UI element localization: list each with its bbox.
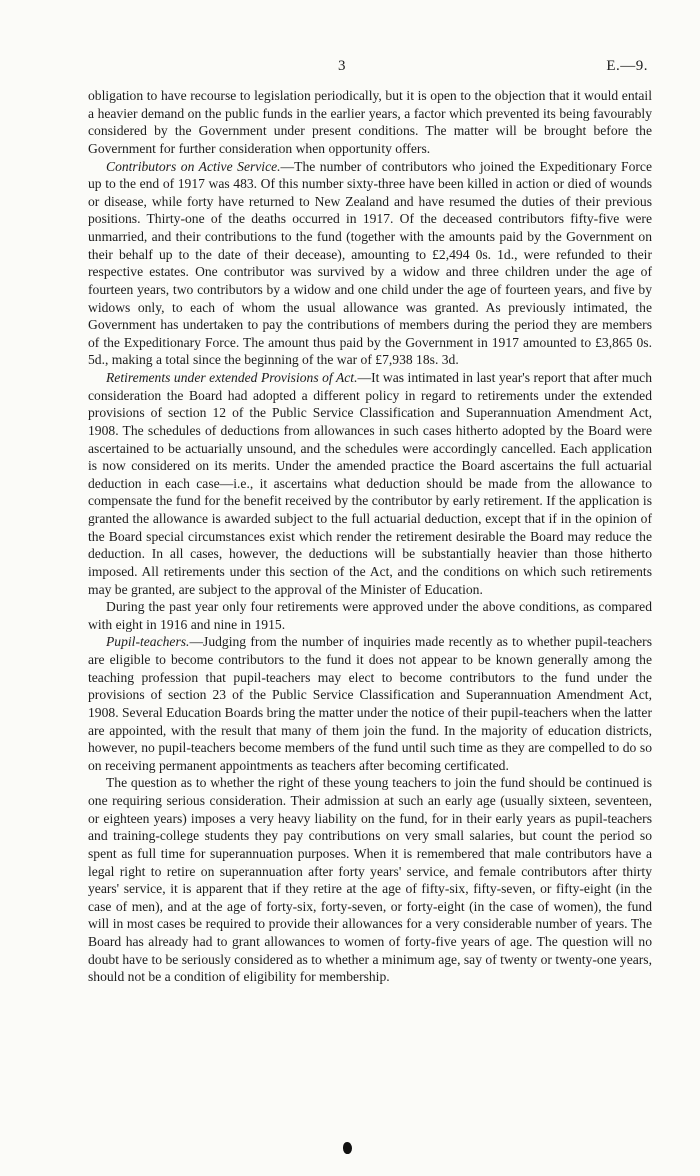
paragraph-text: —It was intimated in last year's report that after much consideration the Board had adopted a different policy in regard to retirements under the extended provisions of section 12 of the Public Service Classification and Superannuation Amendment Act, 1908. The schedules of deductions from allowances in such cases hitherto adopted by the Board were ascertained to be actuarially unsound, and the schedules were accordingly cancelled. Each application is now considered on its merits. Under the amended practice the Board ascertains the full actuarial deduction in each case—i.e., it ascertains what deduction should be made from the allowance to compensate the fund for the benefit received by the contributor by early retirement. If the application is granted the allowance is awarded subject to the full actuarial deduction, except that if in the opinion of the Board special circumstances exist which render the retirement desirable the Board may reduce the deduction. In all cases, however, the deductions will be substantially heavier than those hitherto imposed. All retirements under this section of the Act, and the conditions on which such retirements may be granted, are subject to the approval of the Minister of Education. (88, 370, 652, 597)
section-heading: Retirements under extended Provisions of Act. (106, 370, 358, 385)
body-text (88, 87, 652, 986)
paragraph-pupil-teachers (88, 633, 652, 774)
section-heading: Pupil-teachers. (106, 634, 190, 650)
paragraph-text: obligation to have recourse to legislation periodically, but it is open to the objection that it would entail a heavier demand on the public funds in the earlier years, a factor which prevented its being favourably considered by the Government under present conditions. The matter will be brought before the Government for further consideration when opportunity offers. (88, 88, 652, 156)
document-reference: E.—9. (606, 58, 648, 74)
paragraph-pupil-teachers-question (88, 774, 652, 986)
paragraph-text: —Judging from the number of inquiries made recently as to whether pupil-teachers are eligible to become contributors to the fund it does not appear to be known generally among the teaching profession that pupil-teachers may elect to become contributors to the fund under the provisions of section 23 of the Public Service Classification and Superannuation Amendment Act, 1908. Several Education Boards bring the matter under the notice of their pupil-teachers when the latter are appointed, with the result that many of them join the fund. In the majority of education districts, however, no pupil-teachers become members of the fund until such time as they are compelled to do so on receiving permanent appointments as teachers after becoming certificated. (88, 634, 652, 773)
paragraph-retirements-count (88, 598, 652, 633)
section-heading: Contributors on Active Service. (106, 158, 281, 174)
page-header (0, 58, 700, 78)
paragraph-continuation (88, 87, 652, 158)
paragraph-contributors-active-service (88, 158, 652, 370)
page-number: 3 (338, 58, 346, 74)
paragraph-retirements-extended (88, 369, 652, 598)
paragraph-text: The question as to whether the right of these young teachers to join the fund should be continued is one requiring serious consideration. Their admission at such an early age (usually sixteen, seventeen, or eighteen years) imposes a very heavy liability on the fund, for in their early years as pupil-teachers and training-college students they pay contributions on very small salaries, but count the period so spent as full time for superannuation purposes. When it is remembered that male contributors have a legal right to retire on superannuation after forty years' service, and female contributors after thirty years' service, it is apparent that if they retire at the age of fifty-six, fifty-seven, or fifty-eight (in the case of men), and at the age of forty-six, forty-seven, or forty-eight (in the case of women), the fund will in most cases be required to provide their allowances for a very considerable number of years. The Board has already had to grant allowances to women of forty-five years of age. The question will no doubt have to be seriously considered as to whether a minimum age, say of twenty or twenty-one years, should not be a condition of eligibility for membership. (88, 775, 652, 985)
ink-blot-mark (343, 1142, 352, 1154)
paragraph-text: —The number of contributors who joined the Expeditionary Force up to the end of 1917 was 483. Of this number sixty-three have been killed in action or died of wounds or disease, while forty have returned to New Zealand and have resumed the duties of their previous positions. Thirty-one of the deaths occurred in 1917. Of the deceased contributors fifty-five were unmarried, and their contributions to the fund (together with the amounts paid by the Government on their behalf up to the date of their decease), amounting to £2,494 0s. 1d., were refunded to their respective estates. One contributor was survived by a widow and three children under the age of fourteen years, two contributors by a widow and one child under the age of fourteen years, and five by widows only, to each of whom the usual allowance was granted. As previously intimated, the Government has undertaken to pay the contributions of members during the period they are members of the Expeditionary Force. The amount thus paid by the Government in 1917 amounted to £3,865 0s. 5d., making a total since the beginning of the war of £7,938 18s. 3d. (88, 158, 652, 368)
paragraph-text: During the past year only four retirements were approved under the above conditions, as compared with eight in 1916 and nine in 1915. (88, 599, 652, 632)
